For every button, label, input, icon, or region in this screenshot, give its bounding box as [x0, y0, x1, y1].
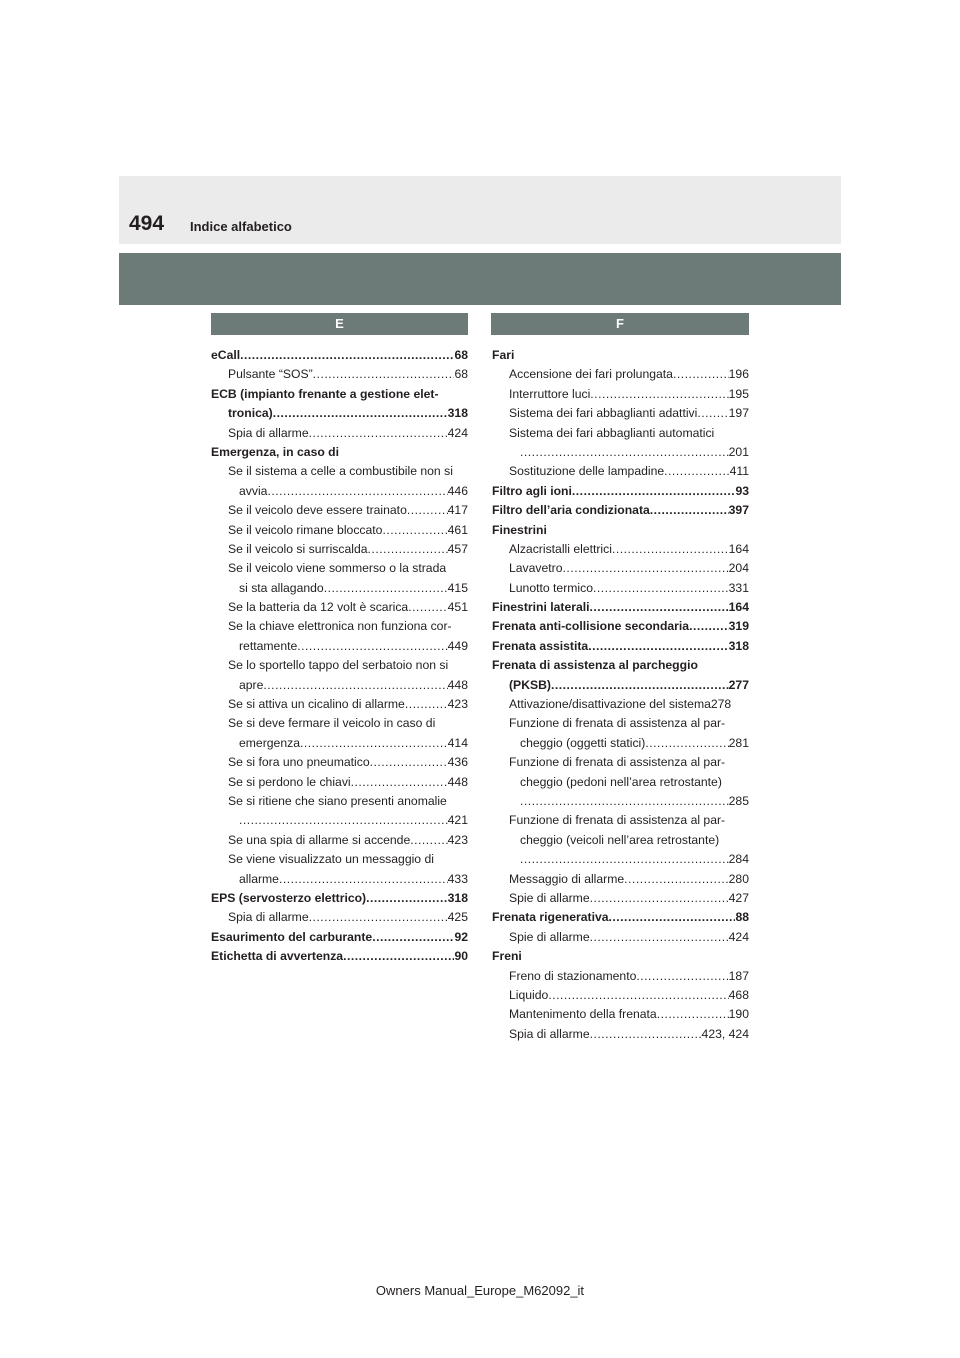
index-entry-page: 424: [728, 929, 749, 944]
dot-leader: [410, 831, 447, 850]
index-entry: [492, 559, 749, 578]
index-entry: [492, 424, 749, 443]
index-entry-page: 421: [447, 813, 468, 828]
index-entry-text: tronica): [228, 406, 273, 421]
index-entry: [211, 598, 468, 617]
index-entry: [492, 928, 749, 947]
dot-leader: [240, 346, 454, 365]
index-entry: [211, 501, 468, 520]
index-entry: [211, 753, 468, 772]
index-entry-page: 281: [728, 735, 749, 750]
index-entry-text: Frenata anti-collisione secondaria: [492, 619, 690, 634]
index-entry-page: 427: [728, 890, 749, 905]
index-entry-text: Filtro agli ioni: [492, 483, 572, 498]
index-entry-page: 423, 424: [701, 1026, 749, 1041]
dot-leader: [520, 443, 729, 462]
index-entry-text: Frenata di assistenza al parcheggio: [492, 658, 698, 673]
index-entry: [211, 928, 468, 947]
index-entry-text: Fari: [492, 348, 515, 362]
index-entry-text: Liquido: [509, 987, 549, 1002]
index-entry-page: 285: [728, 793, 749, 808]
index-entry-page: 196: [728, 367, 749, 382]
index-entry-text: Spie di allarme: [509, 890, 590, 905]
dot-leader: [548, 986, 728, 1005]
index-entry-page: 318: [728, 638, 749, 653]
index-entry: [211, 734, 468, 753]
index-entry-text: Funzione di frenata di assistenza al par-: [509, 755, 726, 770]
index-entry: [211, 443, 468, 462]
index-entry-text: Se il veicolo si surriscalda: [228, 541, 368, 556]
index-entry: [492, 637, 749, 656]
index-entry-text: Se si fora uno pneumatico: [228, 755, 370, 770]
index-entry: [211, 831, 468, 850]
index-entry-page: 164: [728, 541, 749, 556]
index-entry-text: Se il veicolo deve essere trainato: [228, 503, 407, 518]
index-entry-page: 187: [728, 968, 749, 983]
index-entry-text: Sistema dei fari abbaglianti automatici: [509, 425, 715, 440]
index-entry: [492, 346, 749, 365]
dot-leader: [645, 734, 728, 753]
index-entry-text: si sta allagando: [239, 580, 324, 595]
index-entry: [211, 656, 468, 675]
index-entry: [492, 870, 749, 889]
index-entry-text: emergenza: [239, 735, 300, 750]
index-entry-page: 331: [728, 580, 749, 595]
index-entry-page: 319: [728, 619, 749, 634]
index-entry: [492, 598, 749, 617]
dot-leader: [279, 870, 448, 889]
dot-leader: [624, 870, 728, 889]
index-entry-text: Sostituzione delle lampadine: [509, 464, 665, 479]
index-entry-text: Se la batteria da 12 volt è scarica: [228, 600, 409, 615]
index-entry-text: Spia di allarme: [228, 910, 309, 925]
dot-leader: [382, 521, 447, 540]
index-entry-text: apre: [239, 677, 264, 692]
index-entry: [492, 889, 749, 908]
index-entry: [492, 986, 749, 1005]
dot-leader: [351, 773, 448, 792]
letter-bar-f: F: [491, 313, 749, 335]
dot-leader: [673, 365, 729, 384]
index-entry-text: Se la chiave elettronica non funziona cor-: [228, 619, 452, 634]
index-entry-page: 284: [728, 852, 749, 867]
index-entry-text: Se una spia di allarme si accende: [228, 832, 411, 847]
index-entry-page: 68: [454, 348, 468, 362]
dot-leader: [370, 753, 448, 772]
index-entry-page: 423: [447, 697, 468, 712]
dot-leader: [612, 540, 729, 559]
index-entry-page: 451: [447, 600, 468, 615]
index-entry: [211, 404, 468, 423]
index-entry-page: 204: [728, 561, 749, 576]
index-entry-page: 449: [447, 638, 468, 653]
dot-leader: [636, 967, 728, 986]
index-entry-page: 68: [454, 367, 468, 382]
index-entry-text: Se si ritiene che siano presenti anomalie: [228, 793, 447, 808]
index-entry: [492, 482, 749, 501]
dot-leader: [313, 365, 455, 384]
index-entry-page: 448: [447, 677, 468, 692]
dot-leader: [405, 695, 448, 714]
index-entry-page: 195: [728, 386, 749, 401]
letter-bar-e: E: [211, 313, 468, 335]
index-entry-text: Lunotto termico: [509, 580, 594, 595]
dot-leader: [609, 908, 736, 927]
header-dark-band: [119, 253, 841, 305]
index-entry: [492, 947, 749, 966]
index-entry-text: Se il sistema a celle a combustibile non si: [228, 464, 453, 479]
index-entry-text: Se si deve fermare il veicolo in caso di: [228, 716, 436, 731]
section-title: Indice alfabetico: [190, 219, 292, 234]
dot-leader: [650, 501, 729, 520]
index-entry: [211, 365, 468, 384]
index-entry-page: 197: [728, 406, 749, 421]
index-entry-text: eCall: [211, 348, 241, 362]
index-entry-page: 468: [728, 987, 749, 1002]
index-entry-text: cheggio (oggetti statici): [520, 735, 646, 750]
index-entry-text: Frenata rigenerativa: [492, 910, 609, 925]
index-entry-page: 411: [729, 464, 749, 479]
index-entry-text: Finestrini: [492, 522, 547, 537]
dot-leader: [590, 1025, 702, 1044]
index-entry: [211, 617, 468, 636]
dot-leader: [590, 385, 728, 404]
dot-leader: [593, 579, 729, 598]
dot-leader: [368, 540, 448, 559]
index-entry: [492, 850, 749, 869]
index-entry-text: Freni: [492, 949, 522, 964]
index-entry-page: 433: [447, 871, 468, 886]
index-entry-text: Frenata assistita: [492, 638, 589, 653]
index-entry-page: 415: [447, 580, 468, 595]
index-entry-text: Messaggio di allarme: [509, 871, 625, 886]
index-entry: [492, 385, 749, 404]
index-entry: [211, 540, 468, 559]
index-entry: [211, 559, 468, 578]
dot-leader: [689, 617, 729, 636]
index-entry: [492, 501, 749, 520]
index-entry-text: (PKSB): [509, 677, 551, 692]
index-entry: [211, 482, 468, 501]
index-entry-text: Accensione dei fari prolungata: [509, 367, 673, 382]
index-entry-text: allarme: [239, 871, 279, 886]
index-entry: [492, 579, 749, 598]
index-entry-page: 448: [447, 774, 468, 789]
index-entry: [492, 462, 749, 481]
index-entry-page: 414: [447, 735, 468, 750]
dot-leader: [300, 734, 448, 753]
index-entry-page: 423: [447, 832, 468, 847]
index-entry-page: 277: [728, 677, 749, 692]
index-entry: [211, 695, 468, 714]
index-entry-page: 164: [728, 600, 749, 615]
index-entry-text: Etichetta di avvertenza: [211, 949, 344, 964]
index-entry-text: Pulsante “SOS”: [228, 367, 313, 382]
index-entry: [492, 695, 749, 714]
index-column-f: [492, 346, 749, 1044]
dot-leader: [372, 928, 454, 947]
index-entry: [211, 676, 468, 695]
index-entry: [211, 889, 468, 908]
dot-leader: [297, 637, 447, 656]
index-entry-page: 446: [447, 483, 468, 498]
dot-leader: [664, 462, 729, 481]
dot-leader: [520, 850, 729, 869]
index-entry-text: Freno di stazionamento: [509, 968, 637, 983]
index-entry-text: Se si perdono le chiavi: [228, 774, 351, 789]
index-entry-page: 318: [447, 406, 468, 421]
index-entry-text: rettamente: [239, 638, 298, 653]
index-entry: [211, 908, 468, 927]
index-entry: [492, 617, 749, 636]
dot-leader: [563, 559, 729, 578]
dot-leader: [590, 889, 729, 908]
index-entry: [492, 792, 749, 811]
index-entry: [211, 521, 468, 540]
index-entry: [492, 1025, 749, 1044]
index-entry: [492, 753, 749, 772]
index-entry: [492, 734, 749, 753]
dot-leader: [590, 928, 729, 947]
index-entry: [211, 462, 468, 481]
index-entry: [211, 870, 468, 889]
index-entry-page: 424: [447, 425, 468, 440]
dot-leader: [343, 947, 454, 966]
index-entry-text: EPS (servosterzo elettrico): [211, 890, 367, 905]
footer-text: Owners Manual_Europe_M62092_it: [375, 1283, 585, 1298]
index-entry: [211, 637, 468, 656]
index-entry-page: 280: [728, 871, 749, 886]
index-entry: [492, 714, 749, 733]
index-entry: [211, 714, 468, 733]
index-entry: [211, 792, 468, 811]
index-entry: [492, 404, 749, 423]
index-entry-text: Se viene visualizzato un messaggio di: [228, 852, 434, 867]
dot-leader: [520, 792, 729, 811]
index-entry: [492, 521, 749, 540]
index-entry-text: Se il veicolo rimane bloccato: [228, 522, 383, 537]
index-entry-text: ECB (impianto frenante a gestione elet-: [211, 386, 439, 401]
index-entry: [211, 346, 468, 365]
index-entry: [211, 773, 468, 792]
index-entry-text: cheggio (veicoli nell’area retrostante): [520, 832, 720, 847]
index-entry-text: Sistema dei fari abbaglianti adattivi: [509, 406, 698, 421]
dot-leader: [590, 598, 729, 617]
index-entry-page: 461: [447, 522, 468, 537]
index-entry-text: Spie di allarme: [509, 929, 590, 944]
index-entry: [211, 579, 468, 598]
index-entry-page: 425: [447, 910, 468, 925]
index-entry-page: 90: [454, 949, 468, 964]
dot-leader: [273, 404, 448, 423]
index-entry-page: 93: [735, 483, 749, 498]
index-entry: [492, 811, 749, 830]
index-entry-text: Mantenimento della frenata: [509, 1007, 657, 1022]
dot-leader: [407, 501, 448, 520]
index-entry-text: Se il veicolo viene sommerso o la strada: [228, 561, 447, 576]
index-entry-text: Esaurimento del carburante: [211, 929, 373, 944]
index-entry-text: Funzione di frenata di assistenza al par-: [509, 716, 726, 731]
index-entry-text: Se lo sportello tappo del serbatoio non si: [228, 658, 449, 673]
index-entry-text: avvia: [239, 483, 268, 498]
index-entry-page: 201: [728, 444, 749, 459]
index-entry-page: 92: [454, 929, 468, 944]
index-entry: [492, 967, 749, 986]
index-entry: [492, 773, 749, 792]
index-entry-text: Attivazione/disattivazione del sistema278: [509, 697, 732, 712]
index-entry: [492, 1005, 749, 1024]
index-column-e: [211, 346, 468, 967]
index-entry-page: 397: [728, 503, 749, 518]
index-entry: [211, 850, 468, 869]
dot-leader: [697, 404, 728, 423]
dot-leader: [657, 1005, 729, 1024]
index-entry: [492, 365, 749, 384]
index-entry-text: Spia di allarme: [509, 1026, 590, 1041]
index-entry-text: Alzacristalli elettrici: [509, 541, 612, 556]
dot-leader: [324, 579, 448, 598]
index-entry-text: Spia di allarme: [228, 425, 309, 440]
index-entry-text: Lavavetro: [509, 561, 563, 576]
index-entry-page: 88: [735, 910, 749, 925]
index-entry-text: Filtro dell’aria condizionata: [492, 503, 650, 518]
index-entry-page: 190: [728, 1007, 749, 1022]
dot-leader: [267, 482, 447, 501]
index-entry-text: Funzione di frenata di assistenza al par-: [509, 813, 726, 828]
index-entry-page: 457: [447, 541, 468, 556]
index-entry: [211, 811, 468, 830]
index-entry-text: Interruttore luci: [509, 386, 591, 401]
dot-leader: [551, 676, 729, 695]
page-number: 494: [129, 212, 165, 235]
index-entry-text: Emergenza, in caso di: [211, 444, 340, 459]
index-entry: [492, 831, 749, 850]
dot-leader: [588, 637, 728, 656]
index-entry: [492, 656, 749, 675]
index-entry-text: Se si attiva un cicalino di allarme: [228, 697, 405, 712]
index-entry-page: 318: [447, 890, 468, 905]
dot-leader: [366, 889, 448, 908]
index-entry: [492, 908, 749, 927]
dot-leader: [263, 676, 447, 695]
dot-leader: [309, 424, 448, 443]
index-entry-text: Finestrini laterali: [492, 600, 590, 615]
index-entry: [211, 424, 468, 443]
index-entry-page: 417: [447, 503, 468, 518]
index-entry-page: 436: [447, 755, 468, 770]
index-entry: [492, 540, 749, 559]
dot-leader: [239, 811, 448, 830]
dot-leader: [408, 598, 447, 617]
index-entry: [211, 947, 468, 966]
index-entry: [492, 676, 749, 695]
dot-leader: [572, 482, 736, 501]
index-entry: [211, 385, 468, 404]
index-entry: [492, 443, 749, 462]
index-entry-text: cheggio (pedoni nell’area retrostante): [520, 774, 722, 789]
dot-leader: [309, 908, 448, 927]
